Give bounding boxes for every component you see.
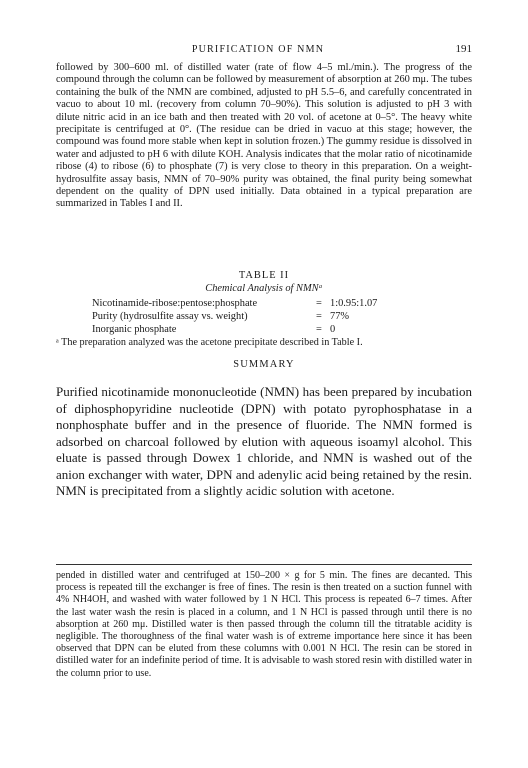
row-value: 77%: [330, 311, 350, 322]
row-label: Inorganic phosphate: [92, 324, 177, 335]
footnote-divider: [56, 564, 472, 565]
equals-sign: =: [316, 311, 322, 322]
equals-sign: =: [316, 324, 322, 335]
row-label: Purity (hydrosulfite assay vs. weight): [92, 311, 248, 322]
row-value: 0: [330, 324, 336, 335]
footnote-paragraph: pended in distilled water and centrifuged at 150–200 × g for 5 min. The fines are decanted. This process is repeated till the exchanger is free of fines. The resin is then treated on a suction funnel with 4% NH4OH, and washed with water followed by 1 N HCl. This process is repeated 6–7 times. After the last water wash the resin is placed in a column, and 1 N HCl is passed through until there is no absorption at 260 mμ. Distilled water is then passed through the column till the titratable acidity is negligible. The thoroughness of the final water wash is of extreme importance here since it has been observed that DPN can be eluted from these columns with 0.001 N HCl. The resin can be stored in distilled water for an indefinite period of time. It is advisable to wash stored resin with distilled water in the column prior to use.: [56, 570, 472, 679]
table-footnote: ᵃ The preparation analyzed was the acetone precipitate described in Table I.: [56, 337, 363, 348]
analysis-table: [92, 297, 432, 336]
row-value: 1:0.95:1.07: [330, 298, 378, 309]
summary-heading: SUMMARY: [233, 359, 295, 370]
row-label: Nicotinamide-ribose:pentose:phosphate: [92, 298, 258, 309]
page-number: 191: [455, 43, 472, 55]
equals-sign: =: [316, 298, 322, 309]
table-title: TABLE II: [238, 270, 290, 281]
table-row: [92, 323, 432, 336]
table-row: [92, 310, 432, 323]
table-caption: Chemical Analysis of NMNᵃ: [205, 283, 323, 294]
body-paragraph: followed by 300–600 ml. of distilled water (rate of flow 4–5 ml./min.). The progress of the compound through the column can be followed by measurement of absorption at 260 mμ. The tubes containing the bulk of the NMN are combined, adjusted to pH 5.5–6, and carefully concentrated in vacuo to about 10 ml. (recovery from column 70–90%). This solution is adjusted to pH 3 with dilute nitric acid in an ice bath and then treated with 20 vol. of acetone at 0–5°. The heavy white precipitate is centrifuged at 0°. (The residue can be dried in vacuo at this stage; however, the compound was found more stable when kept in solution frozen.) The gummy residue is dissolved in water and adjusted to pH 6 with dilute KOH. Analysis indicates that the molar ratio of nicotinamide ribose (4) to ribose (6) to phosphate (7) is very close to theory in this preparation. On a weight-hydrosulfite assay basis, NMN of 70–90% purity was obtained, the final purity being somewhat dependent on the quality of DPN used initially. Data obtained in a typical preparation are summarized in Tables I and II.: [56, 62, 472, 210]
running-title: PURIFICATION OF NMN: [191, 44, 325, 55]
summary-paragraph: Purified nicotinamide mononucleotide (NMN) has been prepared by incubation of diphosphopyridine nucleotide (DPN) with potato pyrophosphatase in a nonphosphate buffer and in the presence of fluoride. The NMN formed is adsorbed on charcoal followed by elution with aqueous isoamyl alcohol. This eluate is passed through Dowex 1 chloride, and NMN is washed out of the anion exchanger with water, DPN and adenylic acid being retained by the resin. NMN is precipitated from a slightly acidic solution with acetone.: [56, 384, 472, 498]
table-row: [92, 297, 432, 310]
